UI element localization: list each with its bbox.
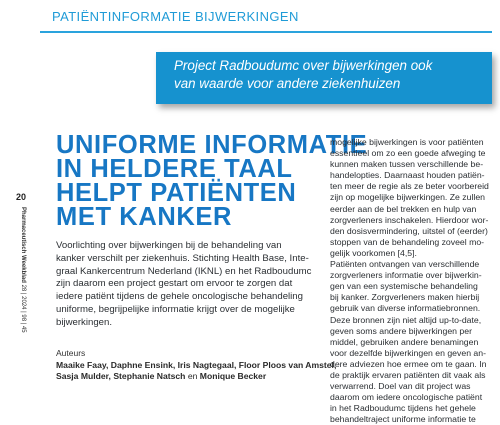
authors-line <box>56 371 316 382</box>
lead-line: graal Kankercentrum Nederland (IKNL) en het Radboudumc <box>56 265 312 277</box>
body-line: Patiënten ontvangen van verschillende <box>330 259 480 270</box>
lead-line: uniforme, begrijpelijke informatie krijgt over de mogelijke <box>56 303 295 315</box>
authors-label: Auteurs <box>56 348 86 358</box>
journal-meta: 28 | 2024 | 98 | 45 <box>20 284 26 333</box>
body-line: handelopties. Daarnaast houden patiën- <box>330 170 485 181</box>
body-line: zijn op mogelijke bijwerkingen. Ze zullen <box>330 192 486 203</box>
authors-conjunction: en <box>185 371 200 382</box>
body-line: middel, gebruiken andere benamingen <box>330 336 479 347</box>
body-line: behandeltraject uniforme informatie te <box>330 414 476 425</box>
body-line: voor dezelfde bijwerkingen en geven an- <box>330 347 486 358</box>
body-line: zorgverleners informatie over bijwerkin- <box>330 270 482 281</box>
journal-name: Pharmaceutisch Weekblad <box>20 207 26 283</box>
body-line: Deze bronnen zijn niet altijd up-to-date, <box>330 314 482 325</box>
body-line: kunnen maken tussen verschillende be- <box>330 159 484 170</box>
body-line: gelijk voorkomen [4,5]. <box>330 247 417 258</box>
authors-names: Monique Becker <box>199 371 267 382</box>
body-line: bij kanker. Zorgverleners maken hierbij <box>330 292 480 303</box>
body-line: in het Radboudumc tijdens het gehele <box>330 403 476 414</box>
lead-line: Voorlichting over bijwerkingen bij de behandeling van <box>56 240 282 251</box>
body-line: eerder aan de bel trekken en hulp van <box>330 203 477 214</box>
body-line: dere adviezen hoe ermee om te gaan. In <box>330 358 487 369</box>
body-line: stoppen van de behandeling zoveel mo- <box>330 236 485 247</box>
body-line: de praktijk ervaren patiënten dit vaak als <box>330 369 486 380</box>
lead-line: zijn daarom een project gestart om ervoor te zorgen dat <box>56 278 293 290</box>
callout-line: van waarde voor andere ziekenhuizen <box>174 76 401 91</box>
body-line: gebruik van diverse informatiebronnen. <box>330 303 481 314</box>
authors-list <box>56 360 337 382</box>
body-line: mogelijke bijwerkingen is voor patiënten <box>330 137 484 147</box>
lead-paragraph <box>56 240 316 330</box>
body-line: ten meer de regie als ze beter voorbereid <box>330 181 489 192</box>
headline-line: MET KANKER <box>56 203 232 231</box>
authors-line: Maaike Faay, Daphne Ensink, Iris Nagtegaal, Floor Ploos van Amstel, <box>56 360 337 370</box>
headline-line: HELPT PATIËNTEN <box>56 179 297 207</box>
article-headline <box>56 131 368 231</box>
journal-sidebar <box>20 207 26 333</box>
authors-names: Sasja Mulder, Stephanie Natsch <box>56 371 186 382</box>
body-line: geven soms andere bijwerkingen per <box>330 325 472 336</box>
headline-line: IN HELDERE TAAL <box>56 155 293 183</box>
body-line: gen van een systemische behandeling <box>330 281 478 292</box>
lead-line: kanker verschilt per ziekenhuis. Stichting Health Base, Inte- <box>56 252 309 264</box>
body-line: daarom om iedere oncologische patiënt <box>330 392 483 403</box>
body-line: essentieel om zo een goede afweging te <box>330 148 486 159</box>
section-label: PATIËNTINFORMATIE BIJWERKINGEN <box>52 9 299 24</box>
page-number: 20 <box>16 192 27 202</box>
body-line: den dosisvermindering, uitstel of (eerder) <box>330 225 488 236</box>
headline-line: UNIFORME INFORMATIE <box>56 131 368 159</box>
section-divider <box>40 31 492 33</box>
lead-line: iedere patiënt tijdens de gehele oncologische behandeling <box>56 291 303 303</box>
body-line: zorgverleners inschakelen. Hierdoor wor- <box>330 214 489 225</box>
callout-box <box>156 52 492 104</box>
body-line: verwarrend. Doel van dit project was <box>330 381 471 392</box>
callout-line: Project Radboudumc over bijwerkingen ook <box>174 58 433 73</box>
body-column <box>330 137 492 425</box>
lead-line: bijwerkingen. <box>56 316 112 328</box>
